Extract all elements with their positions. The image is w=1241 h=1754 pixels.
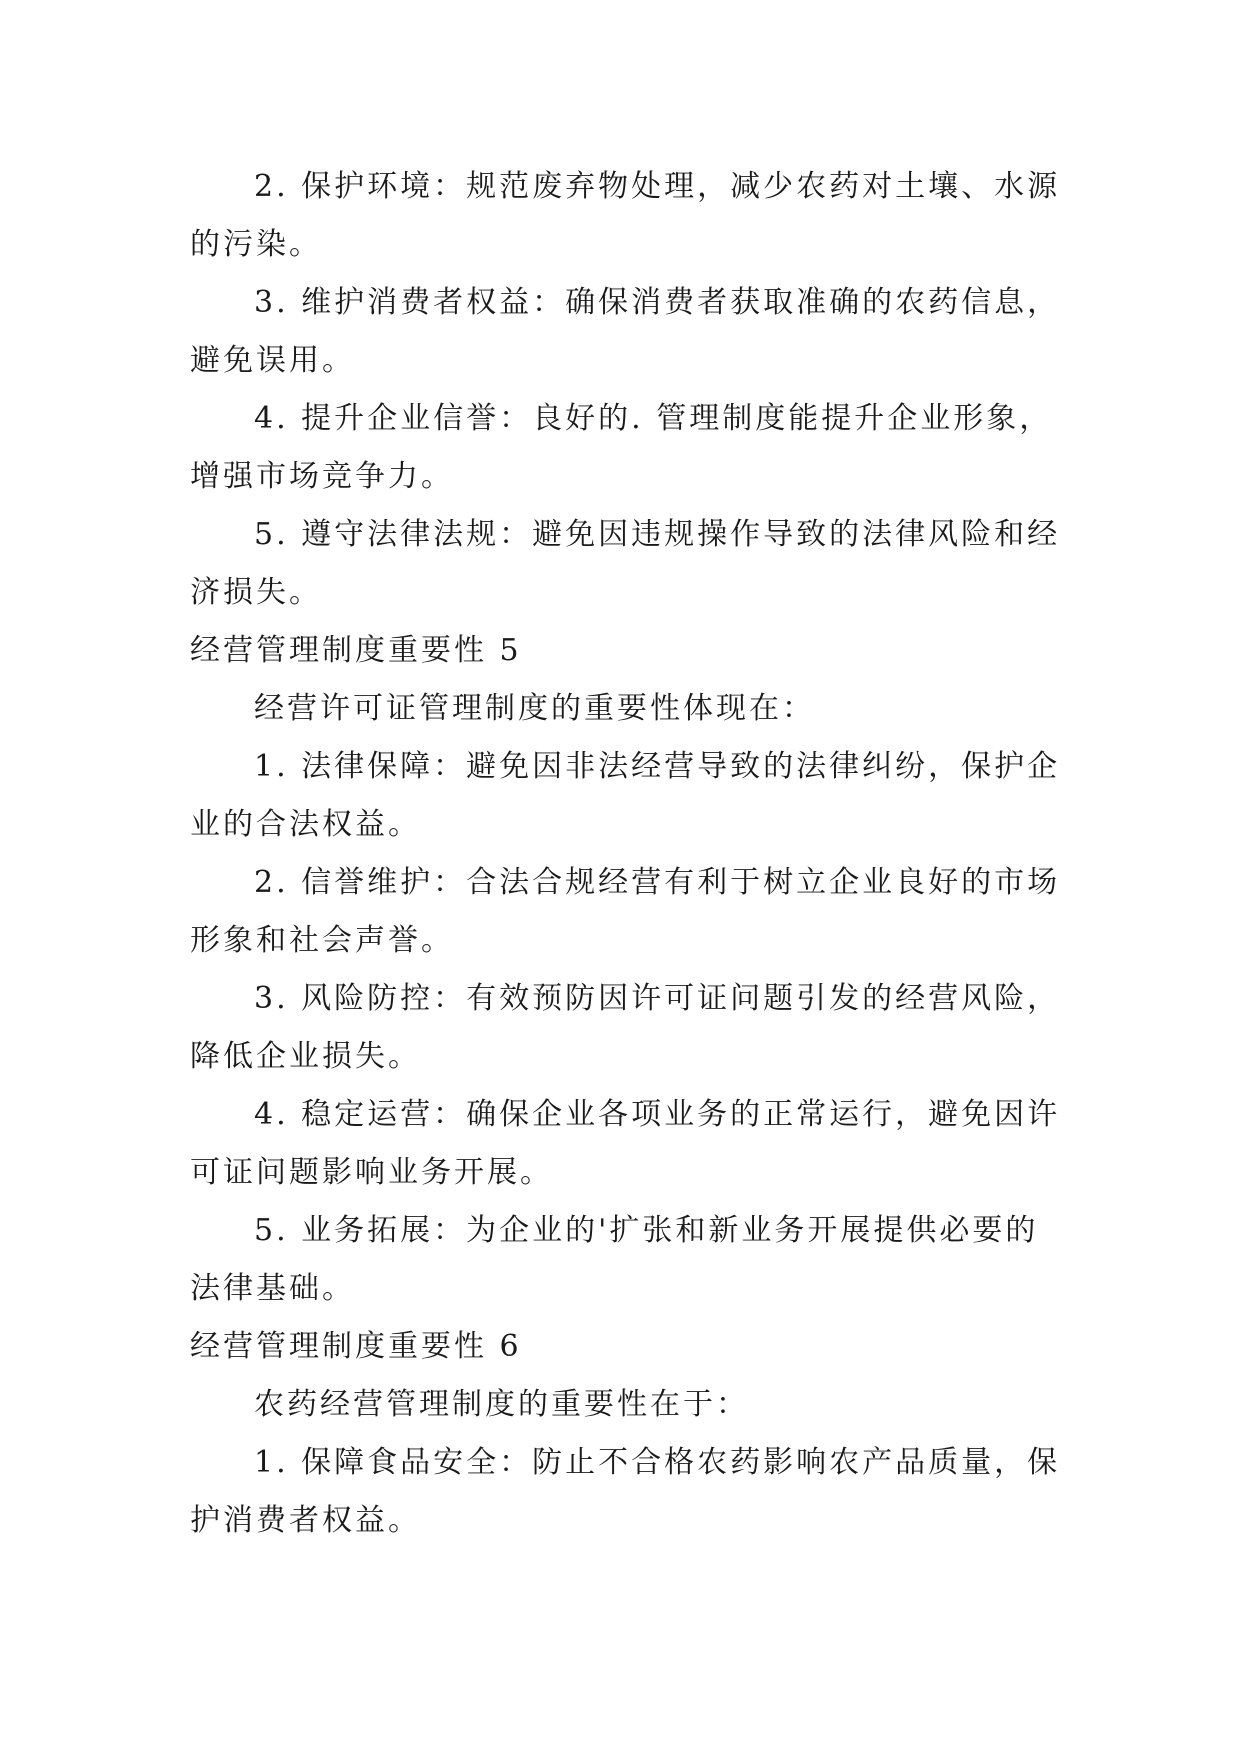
section-heading: 经营管理制度重要性 5 (190, 633, 522, 668)
paragraph-line: 3. 维护消费者权益：确保消费者获取准确的农药信息， (254, 285, 1061, 320)
paragraph-line: 经营许可证管理制度的重要性体现在： (254, 691, 815, 726)
paragraph-line: 避免误用。 (190, 343, 355, 378)
paragraph-line: 5. 遵守法律法规：避免因违规操作导致的法律风险和经 (254, 517, 1061, 552)
paragraph-line: 法律基础。 (190, 1271, 355, 1306)
paragraph-line: 的污染。 (190, 227, 322, 262)
paragraph-line: 业的合法权益。 (190, 807, 421, 842)
paragraph-line: 1. 法律保障：避免因非法经营导致的法律纠纷，保护企 (254, 749, 1061, 784)
paragraph-line: 2. 信誉维护：合法合规经营有利于树立企业良好的市场 (254, 865, 1061, 900)
paragraph-line: 农药经营管理制度的重要性在于： (254, 1387, 749, 1422)
paragraph-line: 1. 保障食品安全：防止不合格农药影响农产品质量，保 (254, 1445, 1061, 1480)
paragraph-line: 可证问题影响业务开展。 (190, 1155, 553, 1190)
paragraph-line: 4. 提升企业信誉：良好的. 管理制度能提升企业形象， (254, 401, 1053, 436)
paragraph-line: 4. 稳定运营：确保企业各项业务的正常运行，避免因许 (254, 1097, 1061, 1132)
paragraph-line: 形象和社会声誉。 (190, 923, 454, 958)
paragraph-line: 3. 风险防控：有效预防因许可证问题引发的经营风险， (254, 981, 1061, 1016)
section-heading: 经营管理制度重要性 6 (190, 1329, 522, 1364)
paragraph-line: 护消费者权益。 (190, 1503, 421, 1538)
paragraph-line: 增强市场竞争力。 (190, 459, 454, 494)
paragraph-line: 5. 业务拓展：为企业的'扩张和新业务开展提供必要的 (254, 1213, 1039, 1248)
paragraph-line: 降低企业损失。 (190, 1039, 421, 1074)
paragraph-line: 济损失。 (190, 575, 322, 610)
paragraph-line: 2. 保护环境：规范废弃物处理，减少农药对土壤、水源 (254, 169, 1061, 204)
document-page (190, 158, 1061, 1550)
